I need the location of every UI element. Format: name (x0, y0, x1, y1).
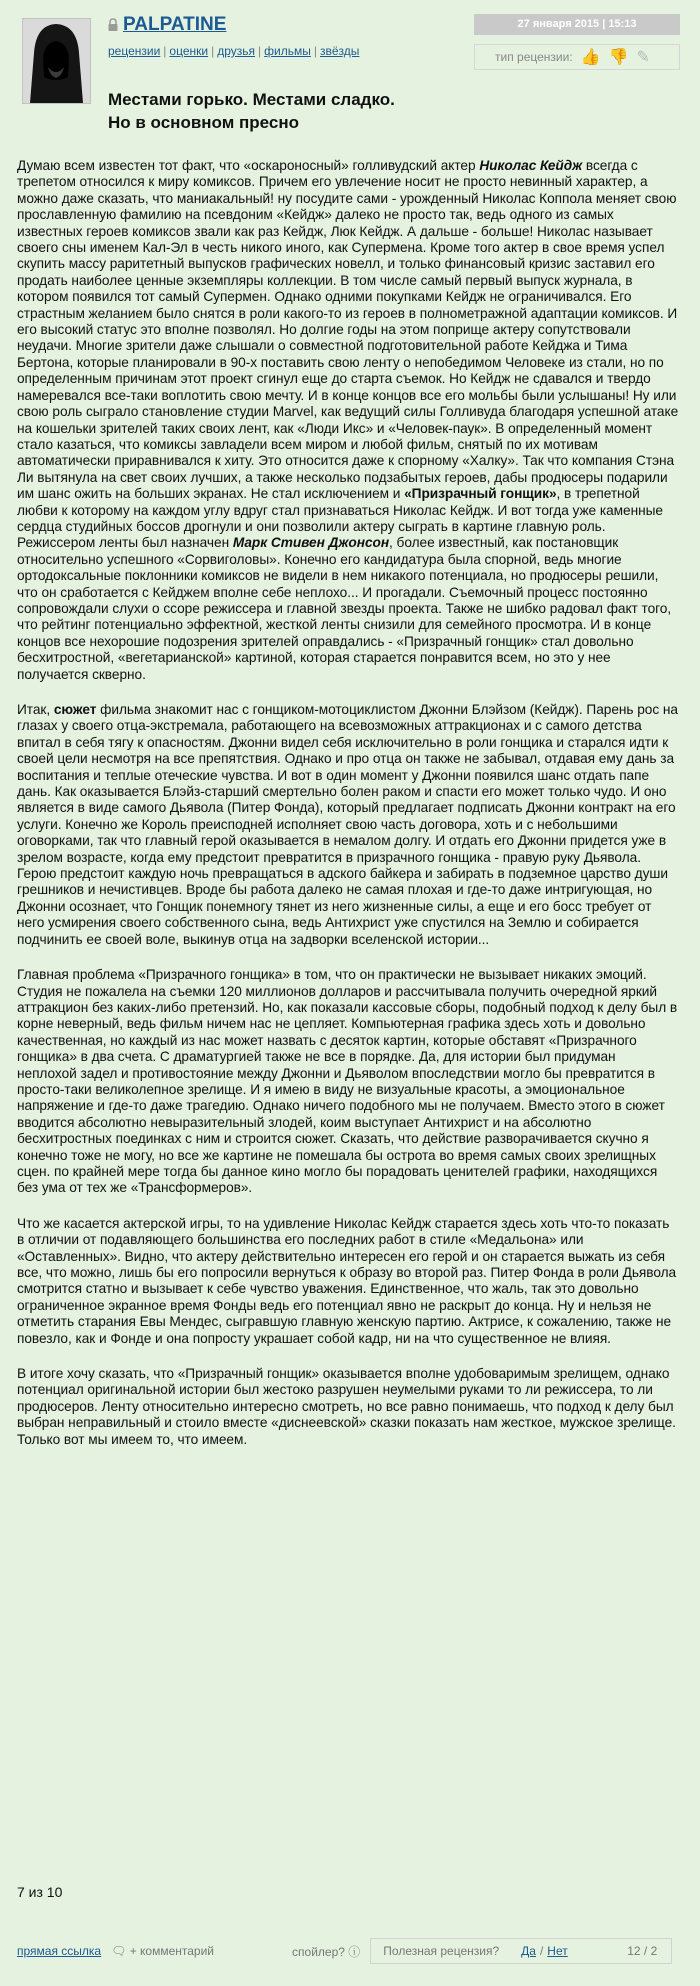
review-date: 27 января 2015 | 15:13 (474, 14, 680, 35)
review-paragraph (17, 702, 679, 948)
vote-yes-link[interactable]: Да (521, 1944, 536, 1958)
review-type-box (474, 44, 680, 70)
text-run: Думаю всем известен тот факт, что «оскароносный» голливудский актер (17, 158, 480, 173)
text-run: Что же касается актерской игры, то на удивление Николас Кейдж старается здесь хоть что-то показать в отличии от подавляющего большинства его последних работ в стиле «Медальона» или «Оставленных». Видно, что актеру действительно интересен его герой и он старается выжать из себя все, что можно, лишь бы его попросили вернуться к образу во второй раз. Питер Фонда в роли Дьявола смотрится статно и вызывает к себе чувство уважения. Единственное, что жаль, так это довольно ограниченное экранное время Фонды ведь его потенциал явно не раскрыт до конца. Ну и нельзя не отметить старания Евы Мендес, сыгравшую главную женскую партию. Актрисе, к сожалению, также не повезло, как и Фонде и она попросту украшает собой кадр, ни на что существенное не влияя. (17, 1215, 677, 1346)
text-run: Итак, (17, 702, 54, 717)
review-paragraph (17, 158, 679, 683)
user-link-ratings[interactable]: оценки (169, 44, 209, 58)
text-run: В итоге хочу сказать, что «Призрачный гонщик» оказывается вполне удобоваримым зрелищем, однако потенциал оригинальной истории был жестоко разрушен неумелыми руками то ли режиссера, то ли продюсеров. Ленту относительно интересно смотреть, но все равно понимаешь, что подход к делу был выбран неправильный и стоило вместе «диснеевской» сказки показать нам жесткое, мужское зрелище. Только вот мы имеем то, что имеем. (17, 1366, 676, 1447)
review-type-label: тип рецензии: (495, 50, 573, 64)
vote-no-link[interactable]: Нет (547, 1944, 568, 1958)
review-paragraph (17, 1216, 679, 1347)
emphasis-text: Марк Стивен Джонсон (232, 535, 390, 551)
emphasis-text: «Призрачный гонщик» (404, 486, 557, 502)
vote-separator: / (539, 1944, 544, 1958)
user-links: рецензии | оценки | друзья | фильмы | звёзды (108, 44, 360, 58)
review-footer (17, 1938, 682, 1964)
user-row (106, 14, 226, 36)
add-comment-label: + комментарий (129, 1944, 215, 1958)
emphasis-text: сюжет (53, 702, 97, 717)
user-avatar[interactable] (22, 18, 91, 104)
review-title-line1: Местами горько. Местами сладко. (108, 90, 395, 109)
thumbs-up-icon: 👍 (580, 49, 601, 66)
help-icon: ⓘ (348, 1944, 361, 1959)
user-link-reviews[interactable]: рецензии (108, 44, 161, 58)
review-paragraph (17, 1366, 679, 1448)
vote-ratio: 12 / 2 (627, 1944, 658, 1958)
text-run: всегда с трепетом относился к миру комиксов. Причем его увлечение носит не просто невинный характер, а можно даже сказать, что маниакальный! ну посудите сами - урожденный Николас Коппола меняет свою прославленную фамилию на псевдоним «Кейдж» далеко не просто так, ведь одного из самых известных героев комиксов звали как раз Кейдж, Люк Кейдж. А дальше - больше! Николас называет своего сны именем Кал-Эл в честь никого иного, как Супермена. Кроме того актер в свое время успел скупить массу раритетный выпусков графических новелл, и только финансовый кризис заставил его продать наиболее ценные экземпляры коллекции. В том числе самый первый выпуск журнала, в котором появился тот самый Супермен. Однако одними покупками Кейдж не ограничивался. Его страстным желанием было снятся в роли какого-то из героев в полнометражной адаптации комиксов. И его высокий статус это вполне позволял. Но долгие годы на этом поприще актеру сопутствовали неудачи. Многие зрители даже слышали о совместной подготовительной работе Кейджа и Тима Бертона, которые планировали в 90-х поставить свою ленту о непобедимом Человеке из стали, но по определенным причинам этот проект сгинул еще до старта съемок. Но Кейдж не сдавался и твердо намеревался все-таки воплотить свою мечту. И в конце концов все его мольбы были услышаны! Ну или свою роль сыграло становление студии Marvel, как ведущий силы Голливуда благодаря успешной атаке на кошельки зрителей таких своих лент, как «Люди Икс» и «Человек-паук». В определенный момент стало казаться, что комиксы завладели всем миром и любой фильм, снятый по их мотивам автоматически приравнивался к хиту. Это относится даже к спорному «Халку». Так что компания Стэна Ли вытянула на свет своих лучших, а также несколько подзабытых героев, дабы продюсеры подарили им шанс ожить на больших экранах. Не стал исключением и (17, 158, 679, 502)
text-run: Главная проблема «Призрачного гонщика» в том, что он практически не вызывает никаких эмоций. Студия не пожалела на съемки 120 миллионов долларов и рассчитывала получить очередной яркий аттракцион без каких-либо претензий. Но, как показали кассовые сборы, подобный подход к делу был в корне неверный, ведь фильм ничем нас не цепляет. Компьютерная графика здесь хоть и довольно качественная, но каждый из нас может назвать с десяток картин, которые обставят «Призрачного гонщика» в два счета. С драматургией также не все в порядке. Да, для истории был придуман неплохой задел и противостояние между Джонни и Дьяволом впоследствии могло бы превратится в просто-таки великолепное зрелище. И я имею в виду не визуальные красоты, а эмоциональное напряжение и где-то даже трагедию. Однако ничего подобного мы не получаем. Вместо этого в сюжет вводится абсолютно невыразительный злодей, коим выступает Антихрист и на абсолютно бесхитростных поединках с ним и строится сюжет. Сказать, что действие разворачивается скучно я конечно тоже не могу, но все же картине не помешала бы острота во время самых своих зрелищных сцен. по крайней мере тогда бы данное кино могло бы порадовать ценителей графики, находящихся без ума от тех же «Трансформеров». (17, 967, 678, 1196)
user-link-friends[interactable]: друзья (217, 44, 256, 58)
add-comment-link[interactable] (111, 1944, 214, 1958)
user-link-films[interactable]: фильмы (264, 44, 311, 58)
username-link[interactable]: PALPATINE (123, 14, 227, 35)
neutral-icon: ✎ (636, 49, 650, 66)
text-run: , в трепетной любви к которому на каждом углу вдруг стал признаваться Николас Кейдж. И вот тогда уже каменные сердца студийных боссов дрогнули и они позволили актеру сыграть в картине главную роль. Режиссером ленты был назначен (17, 486, 663, 551)
review-paragraph (17, 967, 679, 1197)
permalink-link[interactable]: прямая ссылка (17, 1944, 102, 1958)
text-run: , более известный, как постановщик относительно успешного «Сорвиголовы». Конечно его кандидатура была спорной, ведь многие ортодоксальные поклонники комиксов не видели в нем никакого потенциала, но продюсеры решили, что он сработается с Кейджем вполне себе неплохо... И прогадали. Съемочный процесс постоянно сопровождали слухи о ссоре режиссера и главной звезды проекта. Также не шибко радовал факт того, что рейтинг потенциально эффектной, жесткой ленты снизили для семейного просмотра. И в конце концов все нехорошие подозрения зрителей оправдались - «Призрачный гонщик» стал довольно бесхитростной, «вегетарианской» картиной, которая старается понравится всем, но это у нее получается скверно. (17, 535, 672, 682)
thumbs-down-icon: 👎 (608, 49, 629, 66)
review-body (17, 158, 679, 1467)
lock-icon (106, 18, 120, 32)
text-run: фильма знакомит нас с гонщиком-мотоциклистом Джонни Блэйзом (Кейдж). Парень рос на глазах у своего отца-экстремала, работающего на всевозможных аттракционах и с самого детства впитал в себя тягу к опасностям. Джонни видел себя исключительно в роли гонщика и старался идти к своей цели несмотря на все препятствия. Однако и про отца он также не забывал, отдавая ему дань за воспитания и теплые отеческие чувства. И вот в один момент у Джонни появился шанс отдать папе дань. Как оказывается Блэйз-старший смертельно болен раком и спасти его может только чудо. И оно является в виде самого Дьявола (Питер Фонда), который предлагает подписать Джонни контракт на его услуги. Конечно же Король преисподней исполняет свою часть договора, хоть и с небольшими оговорками, так что главный герой оказывается в немалом долгу. И отдать его Джонни придется уже в зрелом возрасте, когда ему предстоит превратится в призрачного гонщика - правую руку Дьявола. Герою предстоит каждую ночь превращаться в адского байкера и забирать в подземное царство души грешников и нечистивцев. Вроде бы работа далеко не самая плохая и где-то даже интригующая, но Джонни осознает, что Гонщик понемногу тянет из него жизненные силы, а еще и его босс требует от него усмирения своего собственного сына, ведь Антихрист уже спустился на Землю и собирается подчинить ее своей воле, выкинув отца на задворки вселенской истории... (17, 702, 678, 947)
spoiler-link[interactable] (292, 1943, 360, 1960)
user-link-stars[interactable]: звёзды (319, 44, 360, 58)
useful-review-box (370, 1938, 672, 1964)
useful-question: Полезная рецензия? (383, 1944, 500, 1958)
spoiler-label: спойлер? (292, 1944, 345, 1959)
review-score: 7 из 10 (17, 1884, 63, 1900)
emphasis-text: Николас Кейдж (479, 158, 583, 173)
comment-icon: 🗨 (111, 1944, 127, 1958)
review-title (108, 88, 395, 134)
review-title-line2: Но в основном пресно (108, 113, 299, 132)
